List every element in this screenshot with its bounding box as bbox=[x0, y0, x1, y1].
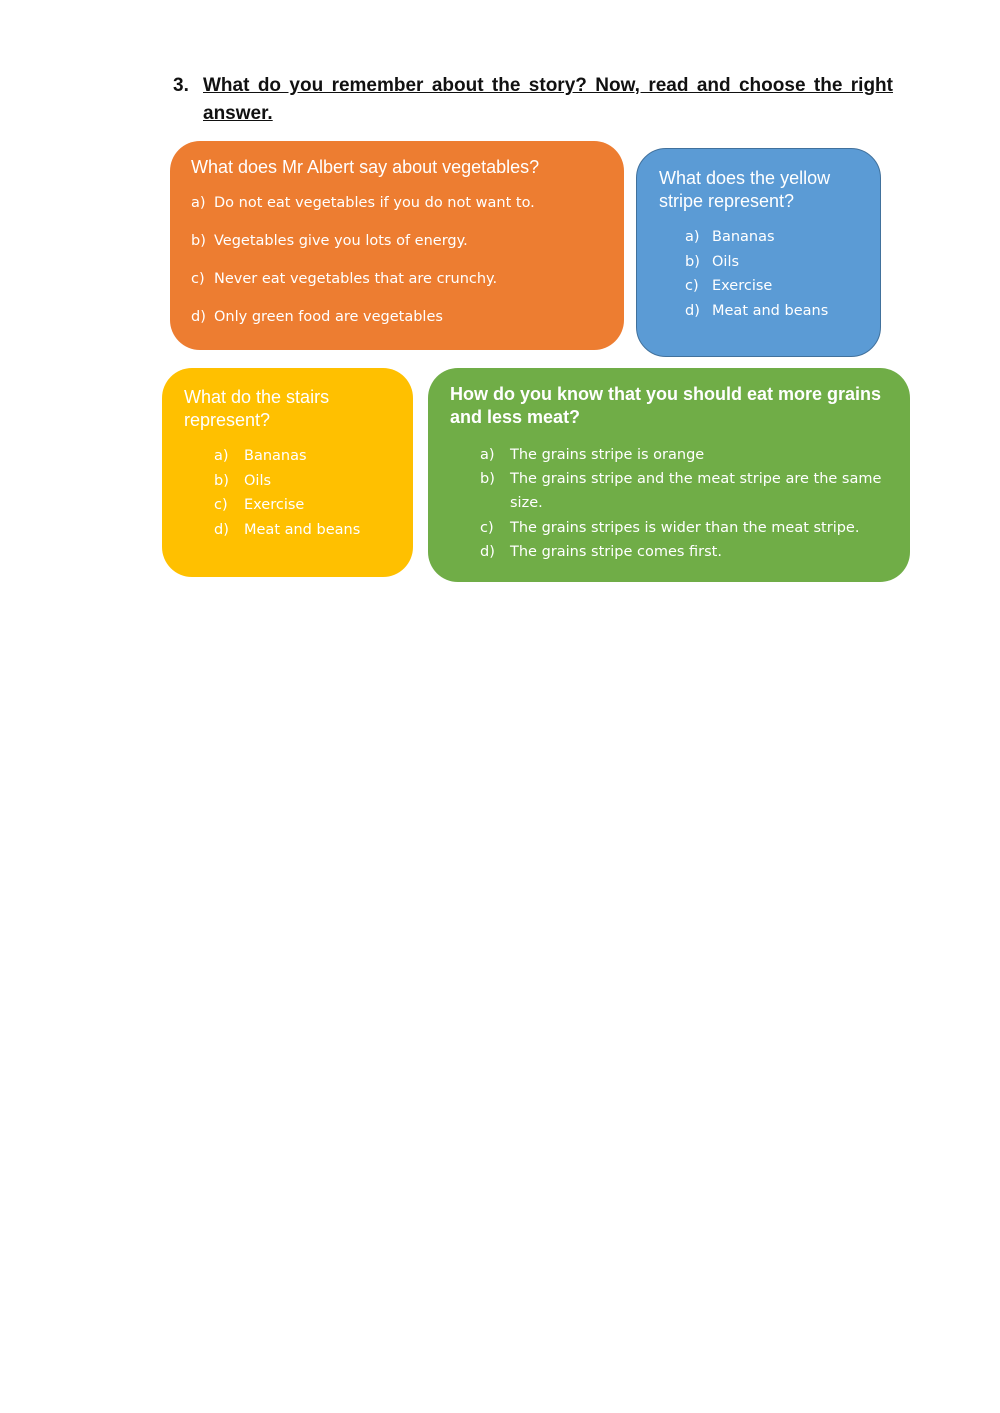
answer-option-c[interactable] bbox=[191, 269, 604, 289]
option-label: c) bbox=[214, 497, 228, 513]
answer-option-d[interactable] bbox=[214, 518, 395, 543]
question-text: What does the yellow stripe represent? bbox=[659, 168, 831, 211]
question-card-vegetables bbox=[170, 141, 624, 350]
answer-option-a[interactable] bbox=[191, 193, 604, 213]
option-text: The grains stripes is wider than the meat stripe. bbox=[510, 519, 860, 536]
option-text: Bananas bbox=[244, 448, 307, 464]
answer-option-c[interactable] bbox=[480, 516, 890, 540]
option-label: d) bbox=[685, 302, 700, 319]
answer-option-a[interactable] bbox=[685, 225, 862, 250]
answer-option-d[interactable] bbox=[191, 307, 604, 327]
option-text: Oils bbox=[244, 472, 272, 489]
answer-options bbox=[450, 443, 890, 564]
question-card-yellow-stripe bbox=[636, 148, 881, 357]
option-label: c) bbox=[191, 271, 205, 287]
answer-option-d[interactable] bbox=[685, 299, 862, 324]
option-label: a) bbox=[214, 448, 229, 464]
option-label: a) bbox=[191, 195, 206, 211]
option-label: d) bbox=[191, 309, 206, 325]
option-text: Meat and beans bbox=[244, 521, 361, 538]
answer-options bbox=[184, 444, 395, 542]
option-text: Only green food are vegetables bbox=[214, 309, 443, 325]
answer-option-c[interactable] bbox=[214, 493, 395, 518]
option-text: The grains stripe and the meat stripe are the same size. bbox=[510, 471, 882, 512]
question-text: What does Mr Albert say about vegetables? bbox=[191, 157, 540, 177]
option-text: Bananas bbox=[712, 229, 775, 245]
answer-option-c[interactable] bbox=[685, 274, 862, 299]
option-text: Exercise bbox=[712, 278, 773, 294]
option-text: Do not eat vegetables if you do not want to. bbox=[214, 195, 535, 211]
option-text: Exercise bbox=[244, 497, 305, 513]
option-text: Never eat vegetables that are crunchy. bbox=[214, 271, 498, 287]
option-label: a) bbox=[685, 229, 700, 245]
answer-options bbox=[659, 225, 862, 323]
exercise-heading bbox=[173, 72, 893, 128]
answer-options bbox=[191, 193, 604, 327]
option-label: c) bbox=[685, 278, 699, 294]
option-text: The grains stripe is orange bbox=[510, 447, 705, 463]
answer-option-b[interactable] bbox=[685, 250, 862, 275]
answer-option-b[interactable] bbox=[480, 467, 890, 515]
option-text: Oils bbox=[712, 253, 740, 270]
option-text: Vegetables give you lots of energy. bbox=[214, 233, 468, 249]
option-label: c) bbox=[480, 519, 494, 536]
option-label: b) bbox=[480, 471, 495, 488]
option-text: The grains stripe comes first. bbox=[510, 543, 722, 560]
option-label: a) bbox=[480, 447, 495, 463]
question-card-stairs bbox=[162, 368, 413, 577]
option-label: d) bbox=[480, 543, 495, 560]
question-text: What do the stairs represent? bbox=[184, 387, 330, 430]
answer-option-d[interactable] bbox=[480, 540, 890, 564]
exercise-instruction: What do you remember about the story? Now, read and choose the right answer. bbox=[203, 75, 893, 124]
question-card-grains bbox=[428, 368, 910, 582]
answer-option-b[interactable] bbox=[214, 469, 395, 494]
question-text: How do you know that you should eat more grains and less meat? bbox=[450, 384, 882, 427]
option-label: d) bbox=[214, 521, 229, 538]
option-label: b) bbox=[685, 253, 700, 270]
answer-option-a[interactable] bbox=[480, 443, 890, 467]
exercise-number: 3. bbox=[173, 75, 189, 96]
option-label: b) bbox=[214, 472, 229, 489]
answer-option-a[interactable] bbox=[214, 444, 395, 469]
answer-option-b[interactable] bbox=[191, 231, 604, 251]
option-text: Meat and beans bbox=[712, 302, 829, 319]
option-label: b) bbox=[191, 233, 206, 249]
